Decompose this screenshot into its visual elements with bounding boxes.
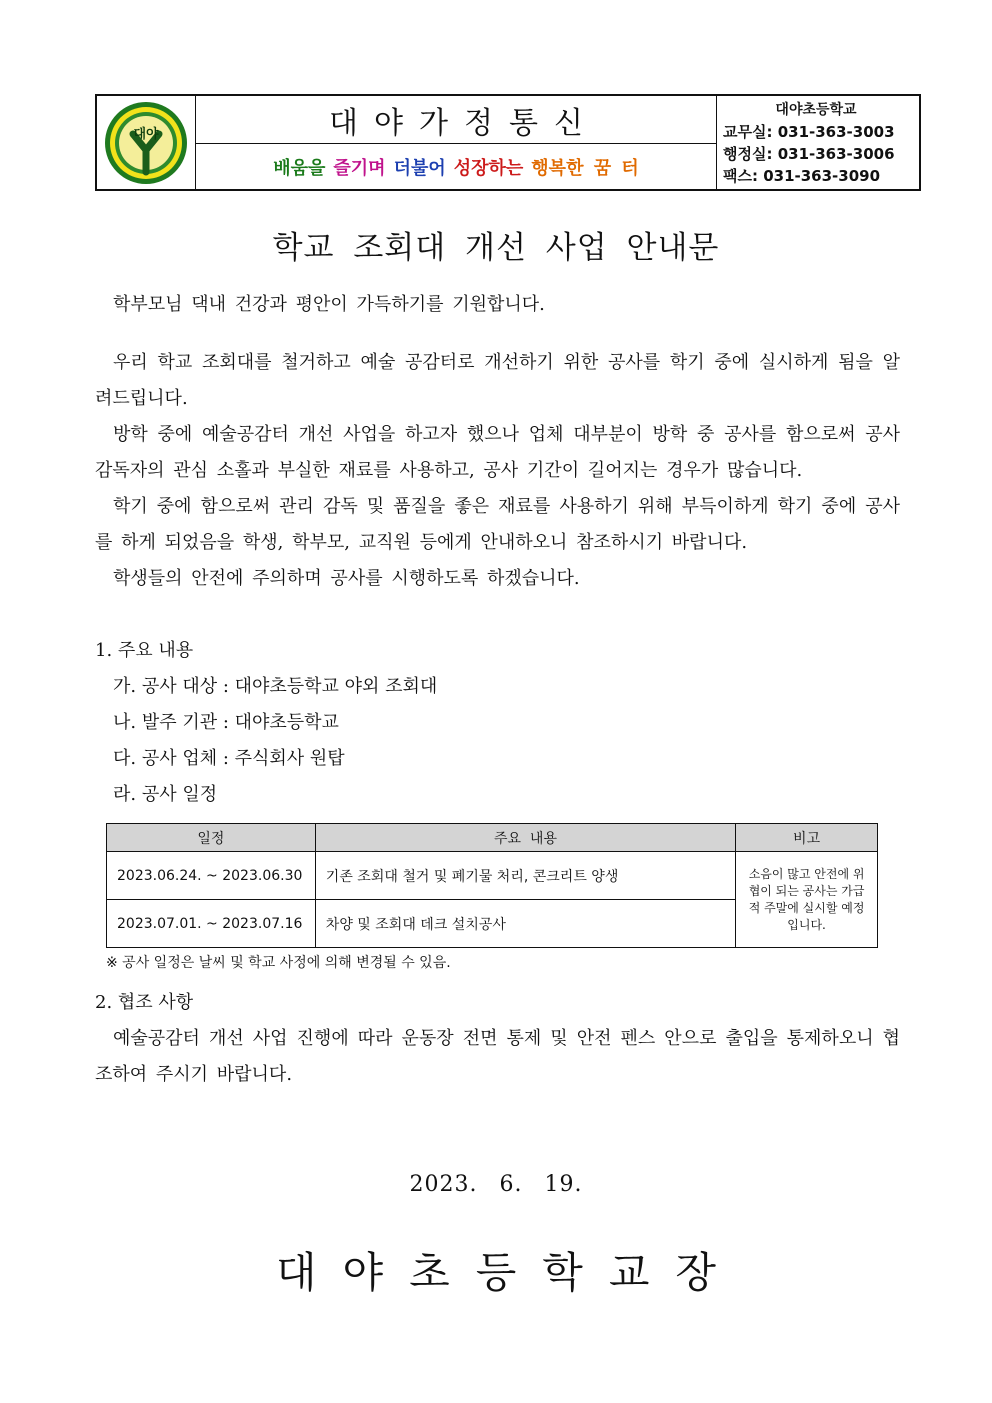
paragraph-1: 우리 학교 조회대를 철거하고 예술 공감터로 개선하기 위한 공사를 학기 중에 실시하게 됨을 알려드립니다. bbox=[95, 352, 900, 409]
schedule-note: 소음이 많고 안전에 위협이 되는 공사는 가급적 주말에 실시할 예정입니다. bbox=[736, 852, 878, 948]
paragraph-4: 학생들의 안전에 주의하며 공사를 시행하도록 하겠습니다. bbox=[113, 568, 580, 589]
schedule-table bbox=[106, 823, 878, 948]
paragraph-3: 학기 중에 함으로써 관리 감독 및 품질을 좋은 재료를 사용하기 위해 부득이하게 학기 중에 공사를 하게 되었음을 학생, 학부모, 교직원 등에게 안내하오니 참조하시기 바랍니다. bbox=[95, 496, 900, 553]
slogan-word: 즐기며 bbox=[333, 157, 386, 179]
newsletter-title: 대야가정통신 bbox=[196, 96, 716, 144]
office-phone: 교무실: 031-363-3003 bbox=[723, 122, 895, 141]
column-header: 일정 bbox=[107, 824, 316, 852]
table-row bbox=[107, 852, 878, 900]
logo-lettering: 대야 bbox=[133, 126, 159, 142]
table-header-row bbox=[107, 824, 878, 852]
newsletter-header bbox=[95, 94, 921, 191]
section-1-heading: 1. 주요 내용 bbox=[95, 640, 194, 661]
admin-phone: 행정실: 031-363-3006 bbox=[723, 144, 895, 163]
column-header: 비고 bbox=[736, 824, 878, 852]
schedule-content: 차양 및 조회대 데크 설치공사 bbox=[315, 900, 735, 948]
slogan-word: 성장하는 bbox=[453, 157, 524, 179]
section-1-item: 가. 공사 대상 : 대야초등학교 야외 조회대 bbox=[113, 676, 438, 697]
slogan-word: 배움을 bbox=[273, 157, 326, 179]
document-date: 2023. 6. 19. bbox=[409, 1172, 583, 1197]
schedule-content: 기존 조회대 철거 및 폐기물 처리, 콘크리트 양생 bbox=[315, 852, 735, 900]
paragraph-2: 방학 중에 예술공감터 개선 사업을 하고자 했으나 업체 대부분이 방학 중 공사를 함으로써 공사 감독자의 관심 소홀과 부실한 재료를 사용하고, 공사 기간이 길어지는 경우가 많습니다. bbox=[95, 424, 900, 481]
school-slogan bbox=[196, 144, 716, 189]
section-1-item: 다. 공사 업체 : 주식회사 원탑 bbox=[113, 748, 345, 769]
school-logo bbox=[97, 96, 196, 189]
column-header: 주요 내용 bbox=[315, 824, 735, 852]
school-emblem-icon bbox=[103, 100, 189, 186]
slogan-word: 행복한 꿈 터 bbox=[531, 157, 639, 179]
contact-info bbox=[717, 96, 919, 189]
schedule-period: 2023.07.01. ~ 2023.07.16 bbox=[107, 900, 316, 948]
section-2-text: 예술공감터 개선 사업 진행에 따라 운동장 전면 통제 및 안전 펜스 안으로 출입을 통제하오니 협조하여 주시기 바랍니다. bbox=[95, 1028, 900, 1085]
principal-signature: 대야초등학교장 bbox=[275, 1248, 742, 1297]
section-1-item: 라. 공사 일정 bbox=[113, 784, 218, 805]
slogan-word: 더불어 bbox=[393, 157, 446, 179]
schedule-footnote: ※ 공사 일정은 날씨 및 학교 사정에 의해 변경될 수 있음. bbox=[106, 955, 451, 971]
section-1-item: 나. 발주 기관 : 대야초등학교 bbox=[113, 712, 339, 733]
greeting: 학부모님 댁내 건강과 평안이 가득하기를 기원합니다. bbox=[113, 294, 545, 315]
section-2-heading: 2. 협조 사항 bbox=[95, 992, 194, 1013]
schedule-period: 2023.06.24. ~ 2023.06.30 bbox=[107, 852, 316, 900]
fax-number: 팩스: 031-363-3090 bbox=[723, 166, 881, 185]
school-name: 대야초등학교 bbox=[775, 101, 857, 118]
document-title: 학교 조회대 개선 사업 안내문 bbox=[272, 230, 720, 266]
